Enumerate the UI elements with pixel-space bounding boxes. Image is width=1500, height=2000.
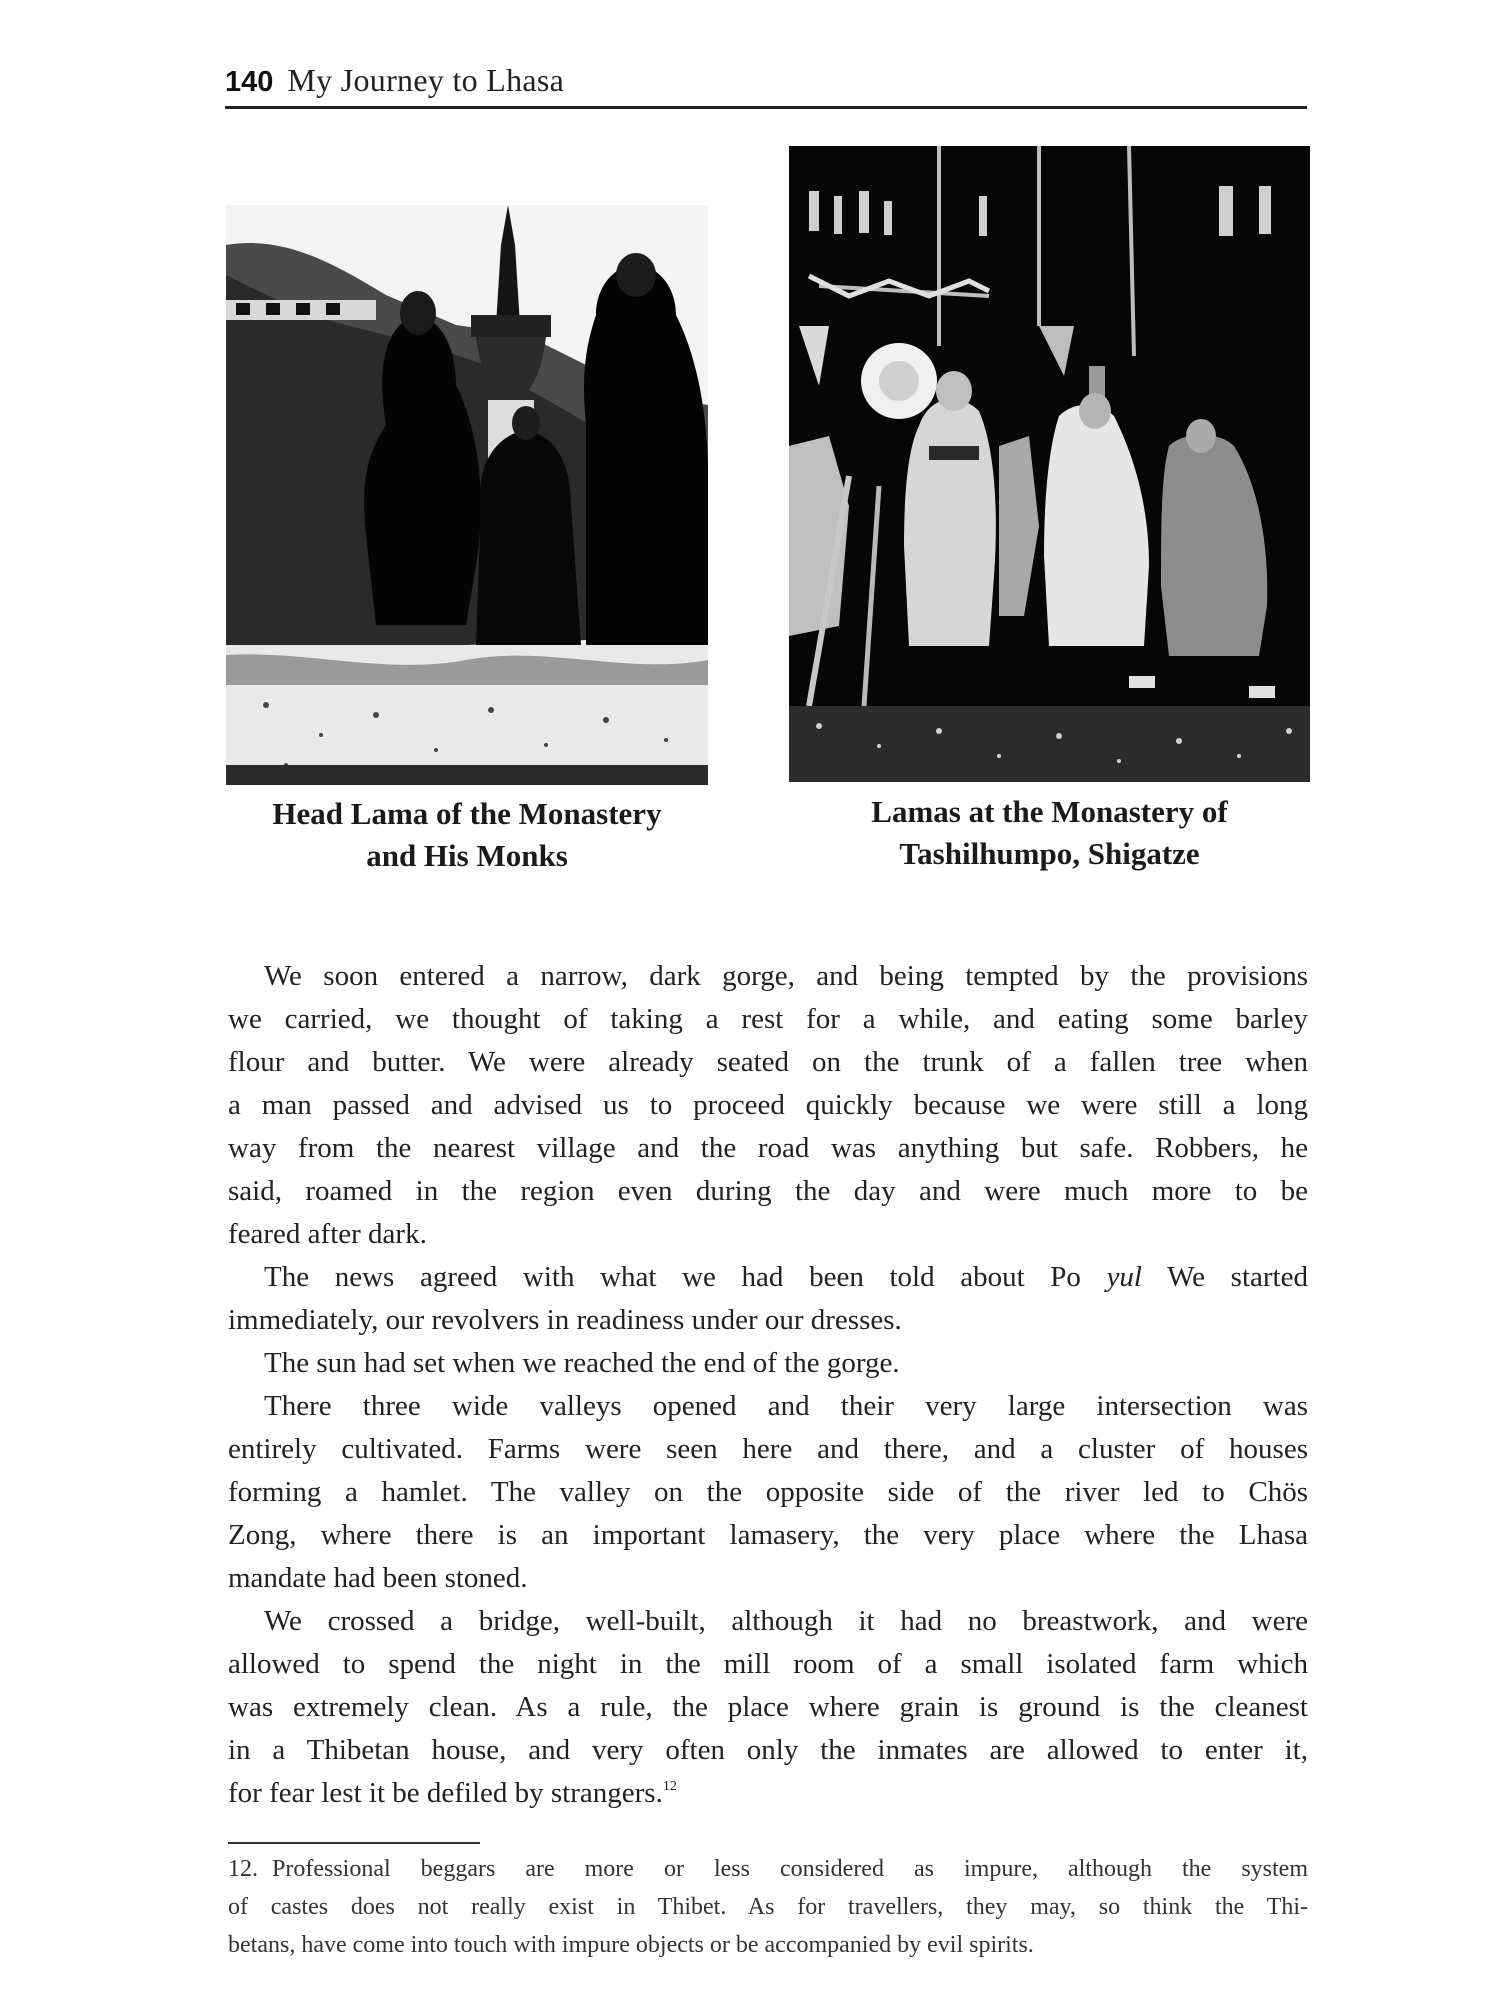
footnote-reference[interactable]: 12 bbox=[662, 1779, 677, 1794]
body-line: said, roamed in the region even during the day and were much more to be bbox=[228, 1175, 1308, 1207]
footnote-line bbox=[228, 1850, 1308, 1888]
body-text bbox=[228, 955, 1308, 1815]
body-line-text: The news agreed with what we had been told about Po bbox=[264, 1261, 1107, 1293]
body-line-text: for fear lest it be defiled by strangers. bbox=[228, 1777, 663, 1809]
caption-left-line: Head Lama of the Monastery bbox=[272, 796, 662, 831]
header-rule bbox=[225, 106, 1307, 109]
caption-right-line: Tashilhumpo, Shigatze bbox=[899, 836, 1200, 871]
body-line bbox=[228, 1256, 1308, 1299]
footnote-number: 12. bbox=[228, 1856, 258, 1882]
running-head bbox=[225, 62, 1305, 102]
footnote-line-text: Professional beggars are more or less considered as impure, although the system bbox=[272, 1856, 1308, 1882]
photo-lamas-tashilhumpo bbox=[789, 146, 1310, 782]
body-line: in a Thibetan house, and very often only the inmates are allowed to enter it, bbox=[228, 1734, 1308, 1766]
body-line: There three wide valleys opened and their very large intersection was bbox=[264, 1390, 1308, 1422]
book-title: My Journey to Lhasa bbox=[287, 62, 565, 98]
page-number: 140 bbox=[225, 66, 274, 98]
body-line: immediately, our revolvers in readiness under our dresses. bbox=[228, 1304, 902, 1336]
body-line: we carried, we thought of taking a rest for a while, and eating some barley bbox=[228, 1003, 1308, 1035]
body-line: flour and butter. We were already seated on the trunk of a fallen tree when bbox=[228, 1046, 1308, 1078]
caption-lamas-tashilhumpo bbox=[789, 791, 1310, 875]
italic-word: yul bbox=[1106, 1261, 1142, 1293]
body-line: We soon entered a narrow, dark gorge, and being tempted by the provisions bbox=[264, 960, 1308, 992]
footnote-rule bbox=[228, 1842, 480, 1844]
body-line: a man passed and advised us to proceed quickly because we were still a long bbox=[228, 1089, 1308, 1121]
body-line: entirely cultivated. Farms were seen here and there, and a cluster of houses bbox=[228, 1433, 1308, 1465]
body-line: Zong, where there is an important lamasery, the very place where the Lhasa bbox=[228, 1519, 1308, 1551]
body-line: feared after dark. bbox=[228, 1218, 427, 1250]
body-line bbox=[228, 1772, 1308, 1815]
footnote bbox=[228, 1850, 1308, 1964]
body-line: mandate had been stoned. bbox=[228, 1562, 528, 1594]
caption-head-lama bbox=[226, 793, 708, 877]
body-line: allowed to spend the night in the mill room of a small isolated farm which bbox=[228, 1648, 1308, 1680]
caption-right-line: Lamas at the Monastery of bbox=[871, 794, 1228, 829]
body-line-text: We started bbox=[1142, 1261, 1308, 1293]
body-line: forming a hamlet. The valley on the opposite side of the river led to Chös bbox=[228, 1476, 1308, 1508]
body-line: way from the nearest village and the road was anything but safe. Robbers, he bbox=[228, 1132, 1308, 1164]
body-line: We crossed a bridge, well-built, although it had no breastwork, and were bbox=[264, 1605, 1308, 1637]
footnote-line: of castes does not really exist in Thibet. As for travellers, they may, so think the Thi- bbox=[228, 1894, 1308, 1920]
photo-head-lama-and-monks bbox=[226, 205, 708, 785]
body-line: The sun had set when we reached the end of the gorge. bbox=[264, 1347, 900, 1379]
caption-left-line: and His Monks bbox=[366, 838, 568, 873]
body-line: was extremely clean. As a rule, the place where grain is ground is the cleanest bbox=[228, 1691, 1308, 1723]
footnote-line: betans, have come into touch with impure objects or be accompanied by evil spirits. bbox=[228, 1932, 1034, 1958]
